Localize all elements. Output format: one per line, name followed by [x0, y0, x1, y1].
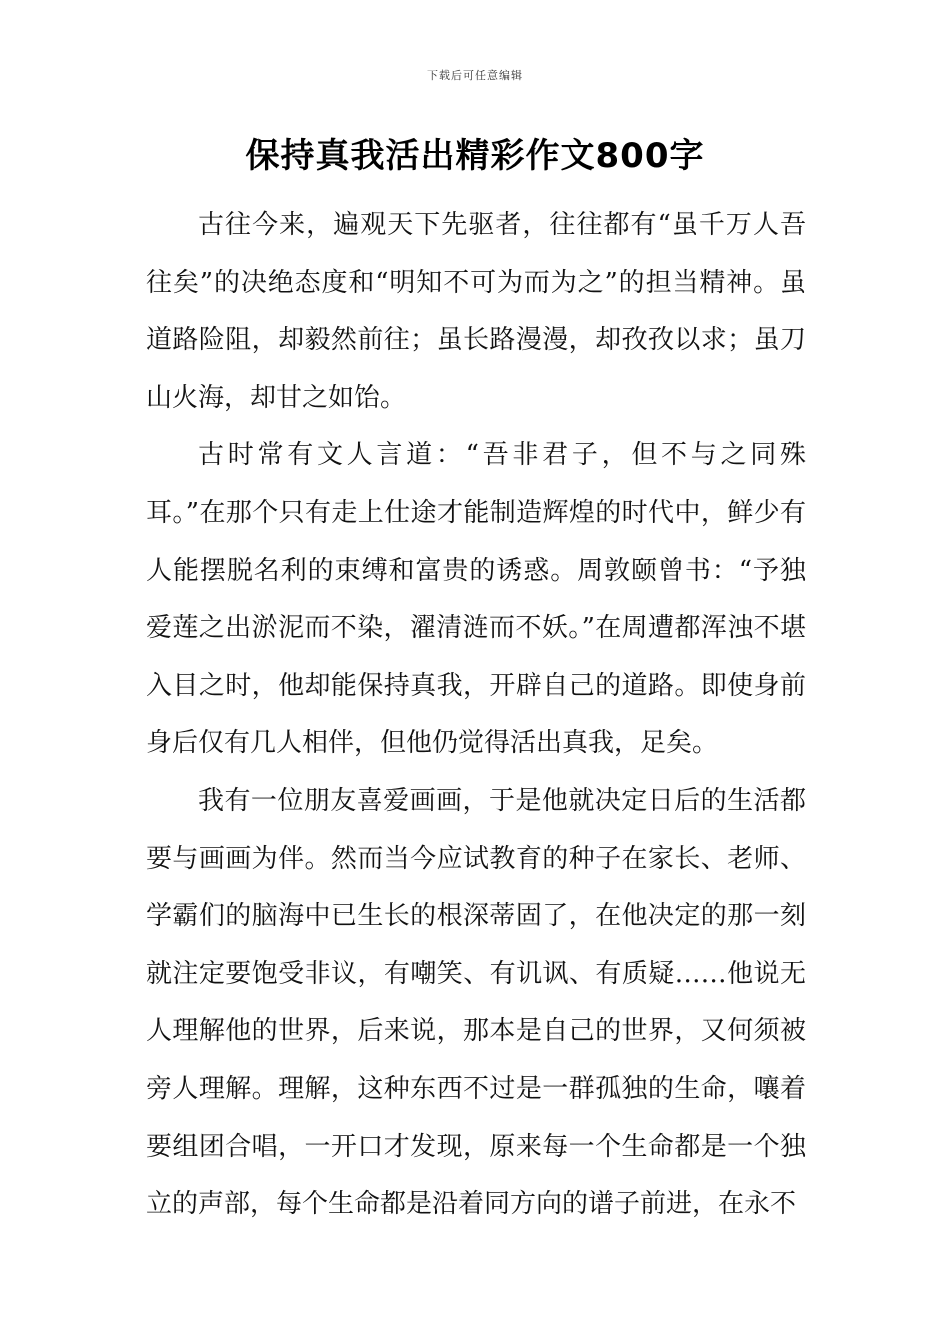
header-note: 下载后可任意编辑 — [427, 69, 523, 82]
document-title: 保持真我活出精彩作文800字 — [245, 136, 705, 176]
paragraph-1: 古往今来，遍观天下先驱者，往往都有“虽千万人吾往矣”的决绝态度和“明知不可为而为之”的担当精神。虽道路险阻，却毅然前往；虽长路漫漫，却孜孜以求；虽刀山火海，却甘之如饴。 — [146, 210, 806, 413]
paragraph-3: 我有一位朋友喜爱画画，于是他就决定日后的生活都要与画画为伴。然而当今应试教育的种子在家长、老师、学霸们的脑海中已生长的根深蒂固了，在他决定的那一刻就注定要饱受非议，有嘲笑、有讥讽、有质疑……他说无人理解他的世界，后来说，那本是自己的世界，又何须被旁人理解。理解，这种东西不过是一群孤独的生命，嚷着要组团合唱，一开口才发现，原来每一个生命都是一个独立的声部，每个生命都是沿着同方向的谱子前进，在永不 — [146, 785, 806, 1220]
document-body — [146, 197, 806, 1234]
paragraph-2: 古时常有文人言道：“吾非君子，但不与之同殊耳。”在那个只有走上仕途才能制造辉煌的时代中，鲜少有人能摆脱名利的束缚和富贵的诱惑。周敦颐曾书：“予独爱莲之出淤泥而不染，濯清涟而不妖。”在周遭都浑浊不堪入目之时，他却能保持真我，开辟自己的道路。即使身前身后仅有几人相伴，但他仍觉得活出真我，足矣。 — [146, 440, 806, 759]
